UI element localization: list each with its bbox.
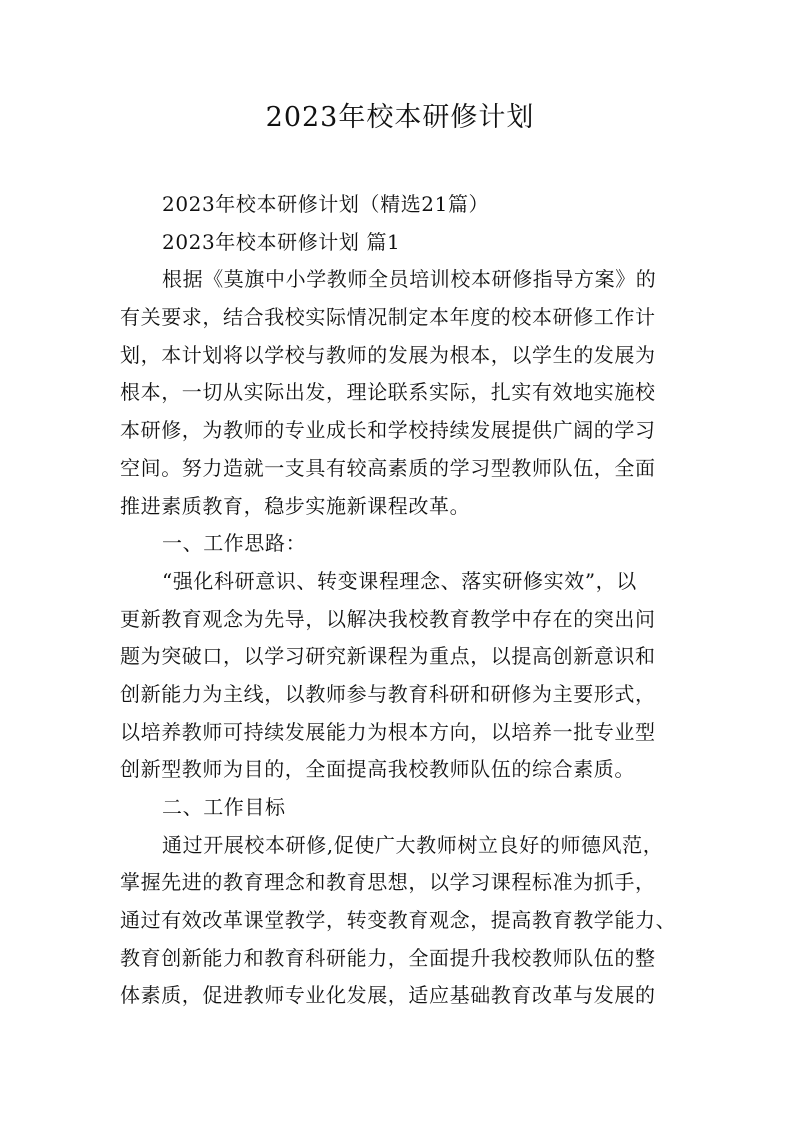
text-line: 有关要求，结合我校实际情况制定本年度的校本研修工作计 — [120, 305, 656, 330]
section-heading: 一、工作思路： — [162, 531, 307, 556]
text-line: 空间。努力造就一支具有较高素质的学习型教师队伍，全面 — [120, 455, 656, 480]
text-line: 以培养教师可持续发展能力为根本方向，以培养一批专业型 — [120, 719, 656, 744]
text-line: 根据《莫旗中小学教师全员培训校本研修指导方案》的 — [162, 267, 657, 292]
text-line: 根本，一切从实际出发，理论联系实际，扎实有效地实施校 — [120, 380, 656, 405]
text-line: 2023年校本研修计划 篇1 — [162, 229, 401, 254]
text-line: “强化科研意识、转变课程理念、落实研修实效”，以 — [162, 568, 637, 593]
text-line: 本研修，为教师的专业成长和学校持续发展提供广阔的学习 — [120, 418, 656, 443]
text-line: 推进素质教育，稳步实施新课程改革。 — [120, 493, 471, 518]
text-line: 划，本计划将以学校与教师的发展为根本，以学生的发展为 — [120, 342, 656, 367]
text-line: 通过开展校本研修,促使广大教师树立良好的师德风范， — [162, 832, 664, 857]
text-line: 创新型教师为目的，全面提高我校教师队伍的综合素质。 — [120, 757, 635, 782]
document-body — [120, 186, 690, 1015]
document-title: 2023年校本研修计划 — [265, 102, 535, 133]
text-line: 2023年校本研修计划（精选21篇） — [162, 192, 490, 216]
text-line: 通过有效改革课堂教学，转变教育观念，提高教育教学能力、 — [120, 908, 677, 933]
text-line: 创新能力为主线，以教师参与教育科研和研修为主要形式， — [120, 681, 656, 706]
text-line: 题为突破口，以学习研究新课程为重点，以提高创新意识和 — [120, 644, 656, 669]
section-heading: 二、工作目标 — [162, 795, 286, 819]
text-line: 更新教育观念为先导，以解决我校教育教学中存在的突出问 — [120, 606, 656, 631]
text-line: 体素质，促进教师专业化发展，适应基础教育改革与发展的 — [120, 983, 656, 1008]
text-line: 教育创新能力和教育科研能力，全面提升我校教师队伍的整 — [120, 945, 656, 970]
text-line: 掌握先进的教育理念和教育思想，以学习课程标准为抓手， — [120, 870, 656, 895]
